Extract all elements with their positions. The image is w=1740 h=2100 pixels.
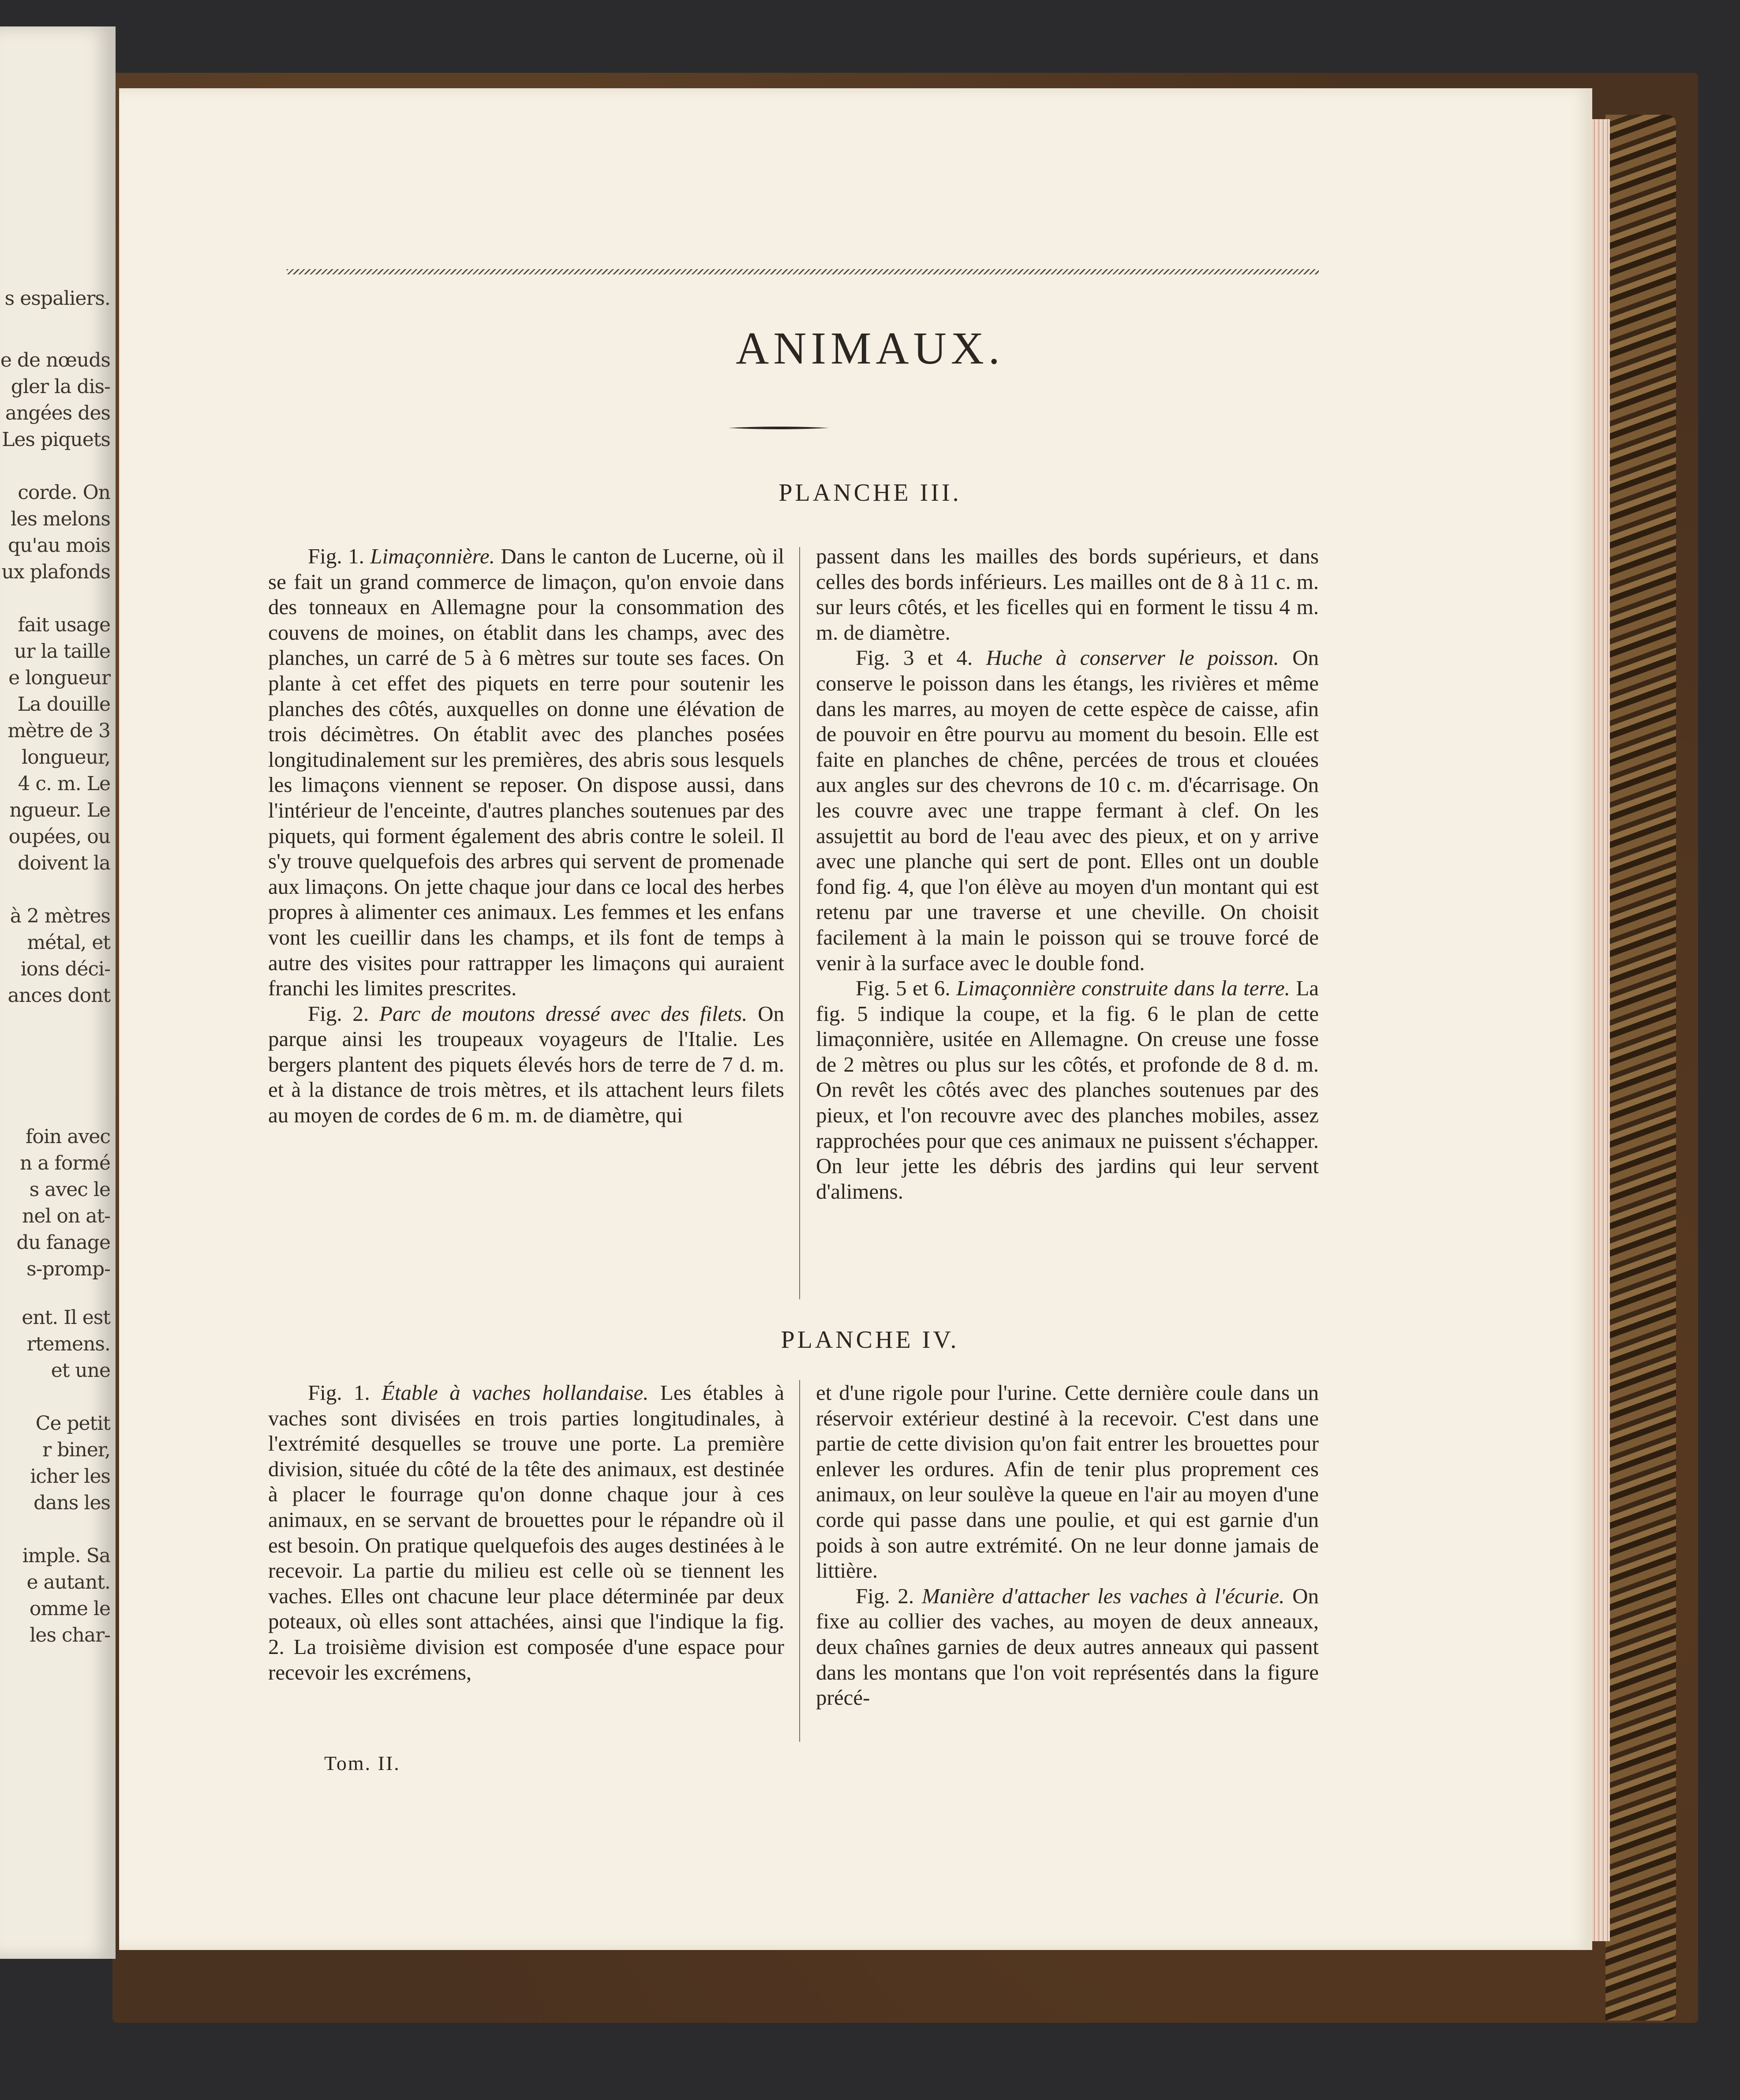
margin-text-line: corde. On [18,481,110,504]
paragraph [816,544,1319,645]
margin-text-line: ngueur. Le [9,799,110,821]
margin-text-line: oupées, ou [8,825,110,848]
margin-text-line: foin avec [26,1125,110,1148]
figure-label: Fig. 5 et 6. [856,976,950,1001]
margin-text-line: qu'au mois [7,534,110,557]
margin-text-line: omme le [29,1598,110,1620]
book-spine-edge [1605,115,1676,2021]
paragraph-text: et d'une rigole pour l'urine. Cette dernière coule dans un réservoir extérieur destiné à la recevoir. C'est dans une partie de cette division qu'on fait entrer les brouettes pour enlever les ordures. Afin de tenir plus proprement ces animaux, on leur soulève la queue en l'air au moyen d'une corde qui passe dans une poulie, et qui est garnie d'un poids à son autre extrémité. On ne leur donne jamais de littière. [816,1380,1319,1583]
margin-text-line: gler la dis- [11,375,110,398]
margin-text-line: ions déci- [20,958,110,980]
figure-label: Fig. 1. [308,1380,370,1405]
margin-text-line: doivent la [18,852,110,874]
margin-text-line: 4 c. m. Le [18,772,110,795]
planche-iii-left-column [268,544,784,1128]
margin-text-line: ux plafonds [1,561,110,583]
paragraph-text: On conserve le poisson dans les étangs, les rivières et même dans les marres, au moyen de cette espèce de caisse, afin de pouvoir en être pourvu au moment du besoin. Elle est faite en planches de chêne, percées de trous et clouées aux angles sur des chevrons de 10 c. m. d'écarrisage. On les couvre avec une trappe fermant à clef. On les assujettit au bord de l'eau avec des pieux, et on y arrive avec une planche qui sert de pont. Elles ont un double fond fig. 4, que l'on élève au moyen d'un montant qui est retenu par une traverse et une cheville. On choisit facilement à la main le poisson qui se trouve forcé de venir à la surface avec le double fond. [816,645,1319,975]
margin-text-line: nel on at- [22,1205,110,1227]
margin-text-line: n a formé [19,1152,110,1174]
figure-title: Parc de moutons dressé avec des filets. [379,1001,748,1026]
figure-label: Fig. 1. [308,544,364,568]
planche-iii-heading: PLANCHE III. [778,479,962,506]
margin-text-line: ur la taille [14,640,110,663]
margin-text-line: les melons [11,508,110,530]
planche-iv-left-column [268,1380,784,1685]
paragraph [816,645,1319,975]
margin-text-line: icher les [30,1465,110,1488]
margin-text-line: mètre de 3 [7,720,110,742]
figure-title: Huche à conserver le poisson. [986,645,1279,670]
margin-text-line: La douille [17,693,110,716]
margin-text-line: s-promp- [26,1258,110,1280]
planche-iv-right-column [816,1380,1319,1710]
paragraph [268,1380,784,1685]
margin-text-line: métal, et [27,931,110,954]
margin-text-line: du fanage [16,1231,110,1254]
paragraph-text: passent dans les mailles des bords supérieurs, et dans celles des bords inférieurs. Les mailles ont de 8 à 11 c. m. sur leurs côtés, et les ficelles qui en forment le tissu 4 m. m. de diamètre. [816,544,1319,645]
figure-title: Limaçonnière. [370,544,495,568]
margin-text-line: à 2 mètres [10,905,110,927]
page-edge [1592,119,1610,1941]
margin-text-line: e de nœuds [0,349,110,371]
figure-label: Fig. 2. [856,1583,914,1608]
paragraph-text: Les étables à vaches sont divisées en trois parties longitudinales, à l'extrémité desquelles se trouve une porte. La première division, située du côté de la tête des animaux, est destinée à placer le fourrage qu'on donne chaque jour à ces animaux, en se servant de brouettes pour le répandre où il est besoin. On pratique quelquefois des auges destinées à le recevoir. La partie du milieu est celle où se tiennent les vaches. Elles ont chacune leur place déterminée par deux poteaux, où elles sont attachées, ainsi que l'indique la fig. 2. La troisième division est composée d'une espace pour recevoir les excrémens, [268,1380,784,1684]
paragraph-text: Dans le canton de Lucerne, où il se fait un grand commerce de limaçon, qu'on envoie dans des tonneaux en Allemagne pour la consommation des couvens de moines, on établit dans les champs, avec des planches, un carré de 5 à 6 mètres sur toute ses faces. On plante à cet effet des piquets en terre pour soutenir les planches des côtés, auxquelles on donne une élévation de trois décimètres. On établit avec des planches posées longitudinalement sur les premières, des abris sous lesquels les limaçons viennent se reposer. On dispose aussi, dans l'intérieur de l'enceinte, d'autres planches soutenues par des piquets, qui forment également des abris contre le soleil. Il s'y trouve quelquefois des arbres qui servent de promenade aux limaçons. On jette chaque jour dans ce local des herbes propres à alimenter ces animaux. Les femmes et les enfans vont les cueillir dans les champs, et ils font de temps à autre des visites pour rattrapper les limaçons qui auraient franchi les limites prescrites. [268,544,785,1001]
paragraph-text: On parque ainsi les troupeaux voyageurs de l'Italie. Les bergers plantent des piquets élevés hors de terre de 7 d. m. et à la distance de trois mètres, et ils attachent leurs filets au moyen de cordes de 6 m. m. de diamètre, qui [268,1001,785,1128]
margin-text-line: r biner, [42,1439,110,1461]
margin-text-line: e autant. [26,1571,110,1594]
paragraph [268,1001,784,1128]
margin-text-line: et une [51,1359,110,1382]
paragraph [816,975,1319,1204]
figure-label: Fig. 3 et 4. [856,645,973,670]
paragraph [816,1583,1319,1710]
figure-title: Étable à vaches hollandaise. [381,1380,649,1405]
margin-text-line: ances dont [7,984,110,1007]
margin-text-line: dans les [34,1492,110,1514]
signature-mark: Tom. II. [324,1752,400,1774]
figure-title: Manière d'attacher les vaches à l'écurie. [921,1583,1285,1608]
margin-text-line: e longueur [8,667,110,689]
margin-text-line: s avec le [29,1178,110,1201]
margin-text-line: les char- [30,1624,110,1646]
paragraph-text: La fig. 5 indique la coupe, et la fig. 6 le plan de cette limaçonnière, usitée en Allemagne. On creuse une fosse de 2 mètres ou plus sur les côtés, et profonde de 8 d. m. On revêt les côtés avec des planches soutenues par des pieux, et l'on recouvre avec des planches mobiles, assez rapprochées pour que ces animaux ne puissent s'échapper. On leur jette les débris des jardins qui leur servent d'alimens. [816,976,1319,1204]
column-divider [799,547,800,1299]
page-title: ANIMAUX. [736,323,1004,374]
top-ornamental-rule [287,269,1319,274]
planche-iii-right-column [816,544,1319,1204]
planche-iv-heading: PLANCHE IV. [781,1326,959,1354]
paragraph [816,1380,1319,1583]
margin-text-line: Ce petit [35,1412,110,1435]
paragraph [268,544,784,1001]
margin-text-line: angées des [5,402,110,424]
margin-text-line: fait usage [18,614,110,636]
margin-text-line: Les piquets [2,428,110,451]
margin-text-line: ent. Il est [22,1306,110,1329]
figure-title: Limaçonnière construite dans la terre. [956,976,1290,1001]
figure-label: Fig. 2. [308,1001,369,1026]
paragraph-text: On fixe au collier des vaches, au moyen de deux anneaux, deux chaînes garnies de deux autres anneaux qui passent dans les montans que l'on voit représentés dans la figure précé- [816,1583,1319,1710]
left-page-fragment [0,26,116,1959]
title-flourish [728,425,829,431]
column-divider [799,1380,800,1742]
margin-text-line: longueur, [22,746,110,769]
margin-text-line: imple. Sa [22,1545,110,1567]
margin-text-line: s espaliers. [4,287,110,310]
margin-text-line: rtemens. [26,1333,110,1355]
